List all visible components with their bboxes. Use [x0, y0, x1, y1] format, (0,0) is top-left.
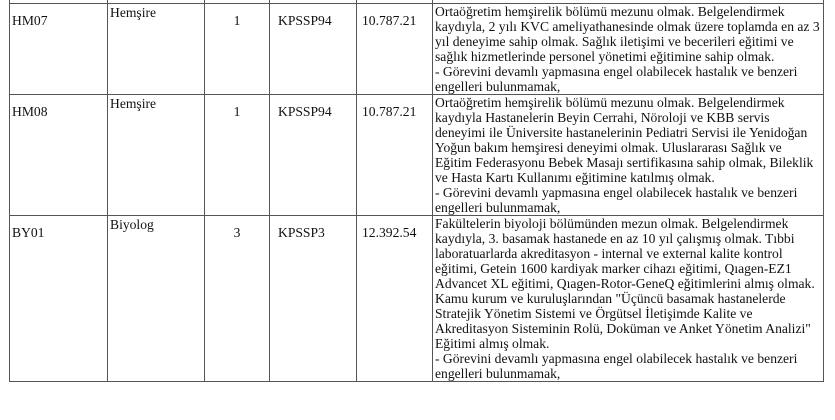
table-row [10, 216, 824, 382]
min-score: 10.787.21 [357, 95, 433, 216]
requirement-health-clause: - Görevini devamlı yapmasına engel olabilecek hastalık ve benzeri engelleri bulunmamak, [435, 351, 798, 381]
position-title: Hemşire [108, 95, 205, 216]
table-row [10, 95, 824, 216]
requirements [433, 4, 824, 95]
position-count: 1 [205, 95, 270, 216]
requirements [433, 95, 824, 216]
document-page [9, 0, 823, 382]
min-score: 10.787.21 [357, 4, 433, 95]
position-code: HM08 [10, 95, 108, 216]
position-code: HM07 [10, 4, 108, 95]
kpss-type: KPSSP94 [270, 95, 357, 216]
kpss-type: KPSSP3 [270, 216, 357, 382]
requirement-text: Ortaöğretim hemşirelik bölümü mezunu olmak. Belgelendirmek kaydıyla Hastanelerin Beyin Cerrahi, Nöroloji ve KBB servis deneyimi ile Üniversite hastanelerinin Pediatri Servisi ile Yenidoğan Yoğun bakım hemşiresi deneyimi olmak. Uluslararası Sağlık ve Eğitim Federasyonu Bebek Masajı sertifikasına sahip olmak, Bileklik ve Hasta Kartı Kullanımı eğitimine katılmış olmak. [435, 95, 814, 185]
position-count: 3 [205, 216, 270, 382]
table-row [10, 4, 824, 95]
requirement-health-clause: - Görevini devamlı yapmasına engel olabilecek hastalık ve benzeri engelleri bulunmamak, [435, 185, 798, 215]
position-title: Hemşire [108, 4, 205, 95]
requirement-text: Fakültelerin biyoloji bölümünden mezun olmak. Belgelendirmek kaydıyla, 3. basamak hastanede en az 10 yıl çalışmış olmak. Tıbbi laboratuarlarda akreditasyon - internal ve external kalite kontrol eğitimi, Getein 1600 kardiyak marker cihazı eğitimi, Qıagen-EZ1 Advancet XL eğitimi, Qıagen-Rotor-GeneQ eğitimlerini almış olmak. Kamu kurum ve kuruluşlarından "Üçüncü basamak hastanelerde Stratejik Yönetim Sistemi ve Örgütsel İletişimde Kalite ve Akreditasyon Sisteminin Rolü, Doküman ve Anket Yönetim Analizi" Eğitimi almış olmak. [435, 216, 815, 351]
requirement-text: Ortaöğretim hemşirelik bölümü mezunu olmak. Belgelendirmek kaydıyla, 2 yılı KVC ameliyathanesinde olmak üzere toplamda en az 3 yıl deneyime sahip olmak. Sağlık iletişimi ve becerileri eğitimi ve sağlık hizmetlerinde personel yönetimi eğitimine sahip olmak. [435, 4, 820, 64]
position-code: BY01 [10, 216, 108, 382]
requirement-health-clause: - Görevini devamlı yapmasına engel olabilecek hastalık ve benzeri engelleri bulunmamak, [435, 64, 798, 94]
requirements [433, 216, 824, 382]
kpss-type: KPSSP94 [270, 4, 357, 95]
min-score: 12.392.54 [357, 216, 433, 382]
position-title: Biyolog [108, 216, 205, 382]
position-count: 1 [205, 4, 270, 95]
positions-table [9, 0, 824, 382]
